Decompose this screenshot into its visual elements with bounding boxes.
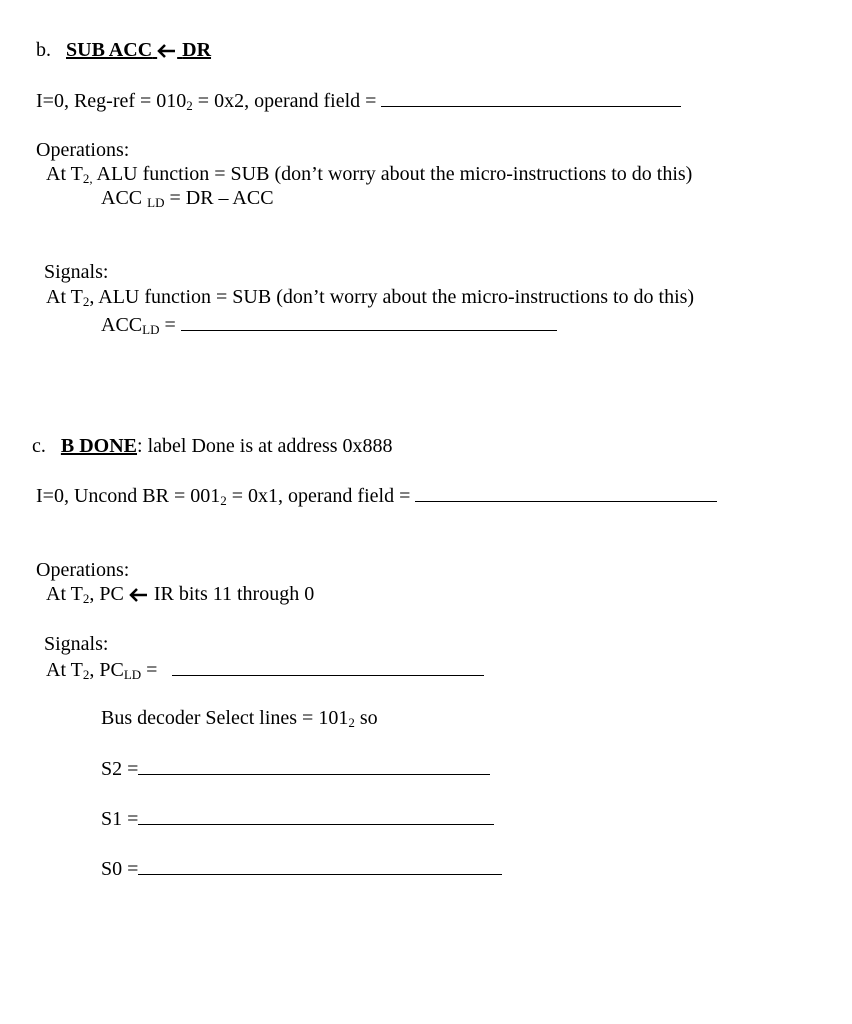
operand-field-blank-b[interactable] [381,88,681,107]
part-c-signals-heading: Signals: [44,633,109,655]
operand-field-blank-c[interactable] [415,483,717,502]
part-b-operations-line: At $T_{2,}$ ALU function = SUB (don’t worry about the micro-instructions to do this) [46,163,693,186]
part-c-instruction-line: I=0, Uncond BR = $001_2 = 0x1$, operand field = [36,483,717,508]
left-arrow-icon [157,43,177,59]
part-b-instruction-line: I=0, $Reg-ref = 010_2 = 0x2$, operand field = [36,88,681,113]
s2-line: S2 = [101,756,490,781]
part-b-label: b. [36,39,51,61]
left-arrow-icon [129,587,149,603]
part-b-heading [36,38,211,62]
part-b-acc-signal: $ACC_{LD}$ = [101,312,557,337]
part-c-title: B DONE [60,435,138,457]
part-b-signals-line: At $T_2$, ALU function = SUB (don’t worry about the micro-instructions to do this) [46,286,695,309]
s1-line: S1 = [101,806,494,831]
part-c-title-rest: : label Done is at address 0x888 [137,435,393,457]
part-b-signals-heading: Signals: [44,261,109,283]
bus-decoder-line: Bus decoder Select lines = $101_2$ so [101,707,378,730]
part-c-operations-heading: Operations: [36,559,130,581]
part-c-operations-line: At $T_2$, PC IR bits 11 through 0 [46,583,315,606]
part-c-signals-line: At $T_2$, $PC_{LD}$ = [46,657,484,682]
s0-blank[interactable] [138,856,502,875]
s2-blank[interactable] [138,756,490,775]
pc-ld-blank[interactable] [172,657,484,676]
s0-line: S0 = [101,856,502,881]
part-b-acc-operation: ACC $_{LD}$ = DR – ACC [101,187,274,210]
part-c-heading [32,434,393,458]
acc-ld-blank[interactable] [181,312,557,331]
part-b-operations-heading: Operations: [36,139,130,161]
part-b-title: SUB ACC DR [66,39,212,61]
part-c-label: c. [32,435,46,457]
s1-blank[interactable] [138,806,494,825]
